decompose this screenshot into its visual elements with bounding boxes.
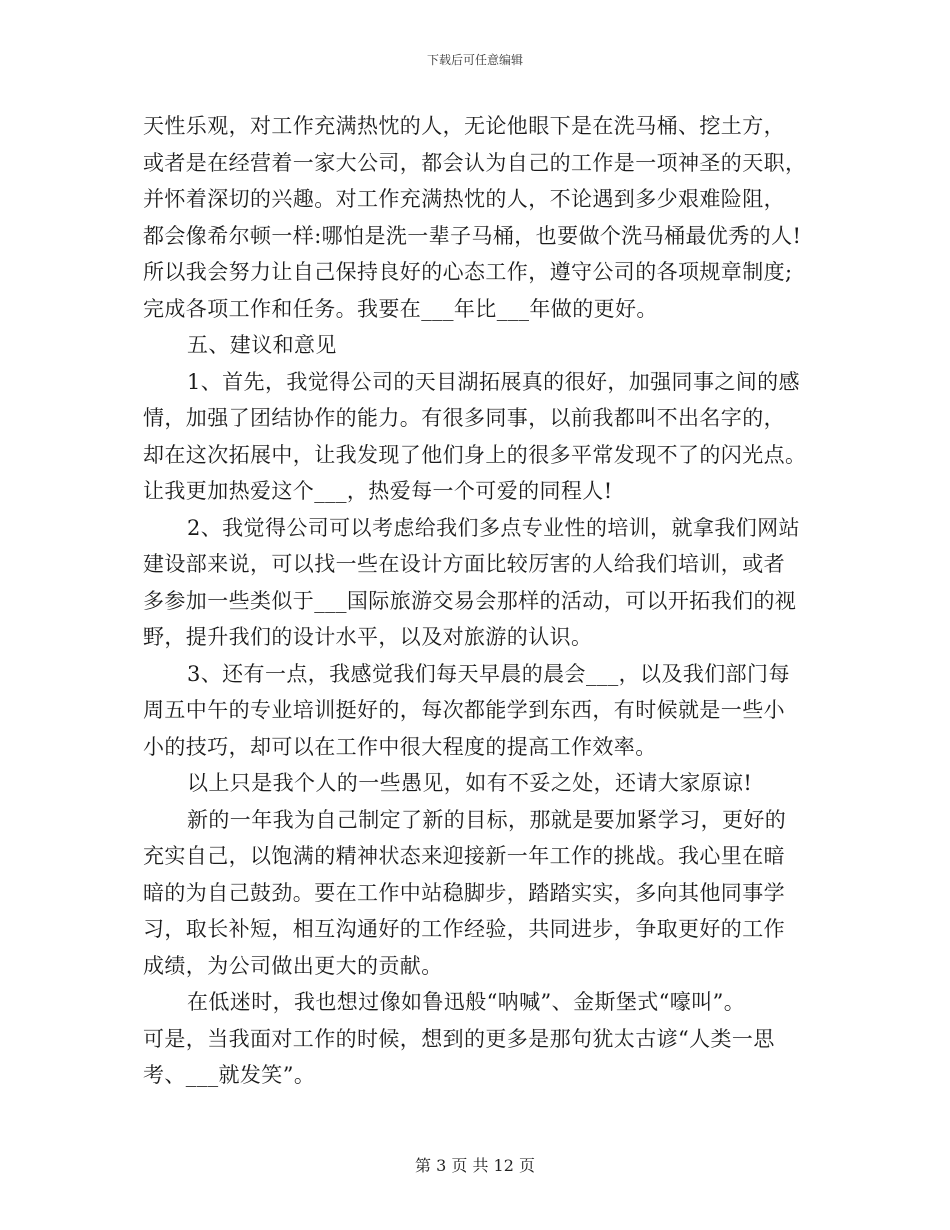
body-line: 所以我会努力让自己保持良好的心态工作，遵守公司的各项规章制度; bbox=[143, 260, 793, 284]
body-line: 却在这次拓展中，让我发现了他们身上的很多平常发现不了的闪光点。 bbox=[143, 442, 807, 467]
body-line: 考、___就发笑”。 bbox=[143, 1063, 316, 1087]
section-heading: 五、建议和意见 bbox=[187, 333, 337, 357]
body-line: 1、首先，我觉得公司的天目湖拓展真的很好，加强同事之间的感 bbox=[187, 369, 800, 394]
document-body bbox=[143, 108, 813, 1094]
body-line: 完成各项工作和任务。我要在___年比___年做的更好。 bbox=[143, 296, 658, 321]
page-footer: 第 3 页 共 12 页 bbox=[415, 1156, 535, 1175]
body-line: 充实自己，以饱满的精神状态来迎接新一年工作的挑战。我心里在暗 bbox=[143, 844, 785, 868]
body-line: 并怀着深切的兴趣。对工作充满热忱的人，不论遇到多少艰难险阻， bbox=[143, 187, 785, 211]
body-line: 小的技巧，却可以在工作中很大程度的提高工作效率。 bbox=[143, 734, 657, 759]
body-line: 以上只是我个人的一些愚见，如有不妥之处，还请大家原谅! bbox=[187, 771, 753, 795]
body-line: 在低迷时，我也想过像如鲁迅般“呐喊”、金斯堡式“嚎叫”。 bbox=[187, 990, 746, 1014]
body-line: 2、我觉得公司可以考虑给我们多点专业性的培训，就拿我们网站 bbox=[187, 515, 800, 540]
body-line: 都会像希尔顿一样:哪怕是洗一辈子马桶，也要做个洗马桶最优秀的人! bbox=[143, 223, 802, 248]
body-line: 天性乐观，对工作充满热忱的人，无论他眼下是在洗马桶、挖土方， bbox=[143, 114, 785, 138]
body-line: 情，加强了团结协作的能力。有很多同事，以前我都叫不出名字的， bbox=[143, 406, 785, 430]
body-line: 野，提升我们的设计水平，以及对旅游的认识。 bbox=[143, 625, 593, 649]
body-line: 习，取长补短，相互沟通好的工作经验，共同进步，争取更好的工作 bbox=[143, 917, 785, 941]
body-line: 周五中午的专业培训挺好的，每次都能学到东西，有时候就是一些小 bbox=[143, 698, 785, 722]
body-line: 成绩，为公司做出更大的贡献。 bbox=[143, 953, 443, 978]
body-line: 暗的为自己鼓劲。要在工作中站稳脚步，踏踏实实，多向其他同事学 bbox=[143, 880, 785, 905]
page-header: 下载后可任意编辑 bbox=[426, 53, 523, 67]
body-line: 建设部来说，可以找一些在设计方面比较厉害的人给我们培训，或者 bbox=[143, 552, 785, 576]
body-line: 新的一年我为自己制定了新的目标，那就是要加紧学习，更好的 bbox=[187, 807, 787, 832]
body-line: 让我更加热爱这个___，热爱每一个可爱的同程人! bbox=[143, 479, 613, 503]
body-line: 多参加一些类似于___国际旅游交易会那样的活动，可以开拓我们的视 bbox=[143, 588, 797, 613]
body-line: 可是，当我面对工作的时候，想到的更多是那句犹太古谚“人类一思 bbox=[143, 1026, 775, 1051]
body-line: 或者是在经营着一家大公司，都会认为自己的工作是一项神圣的天职， bbox=[143, 150, 807, 175]
body-line: 3、还有一点，我感觉我们每天早晨的晨会___，以及我们部门每 bbox=[187, 661, 790, 686]
